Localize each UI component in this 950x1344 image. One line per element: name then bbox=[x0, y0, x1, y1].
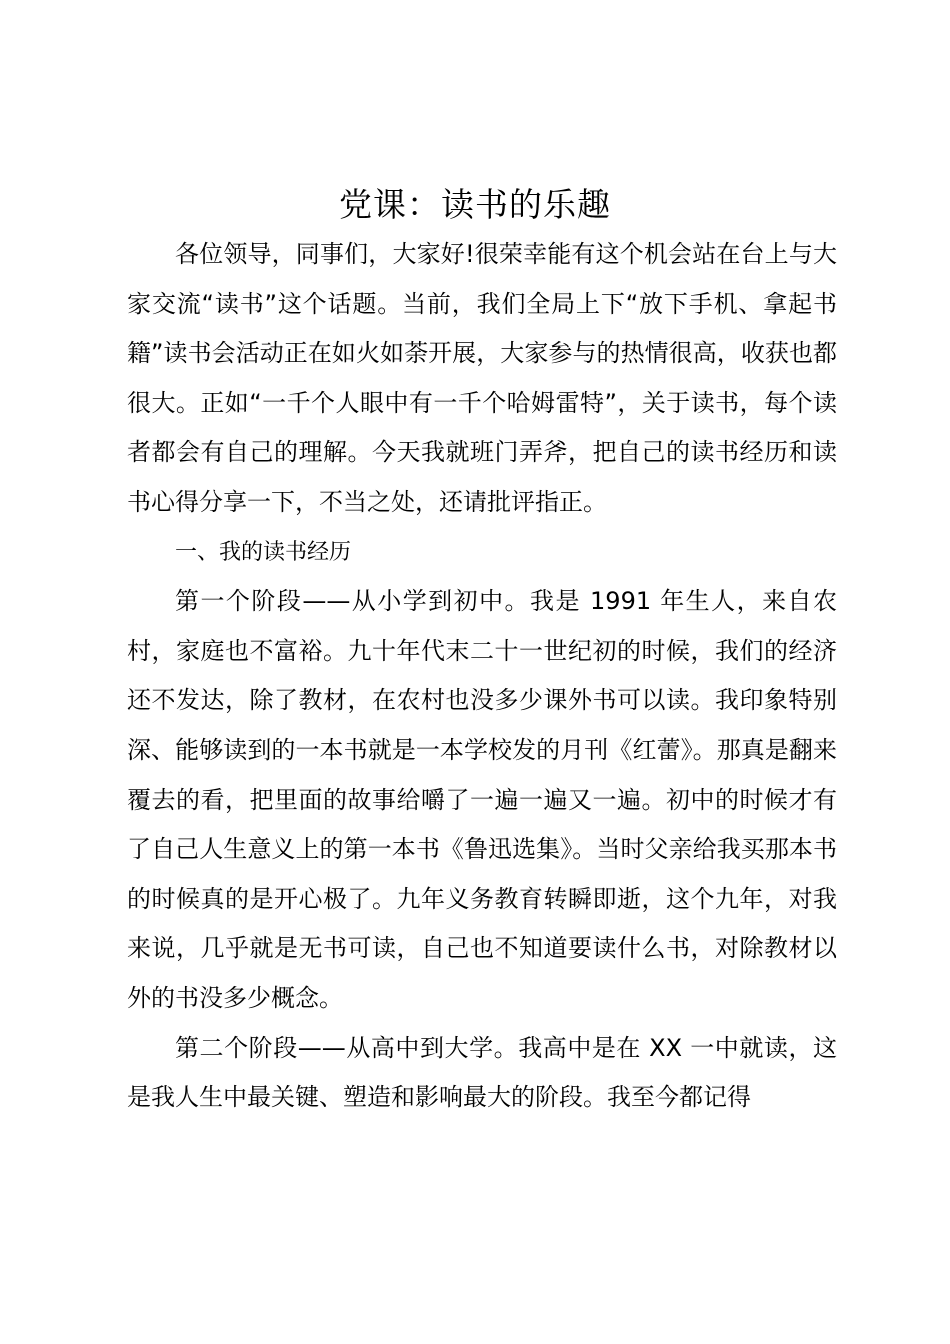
stage-one-paragraph: 第一个阶段——从小学到初中。我是 1991 年生人，来自农村，家庭也不富裕。九十年代末二十一世纪初的时候，我们的经济还不发达，除了教材，在农村也没多少课外书可以读。我印象特别深、能够读到的一本书就是一本学校发的月刊《红蕾》。那真是翻来覆去的看，把里面的故事给嚼了一遍一遍又一遍。初中的时候才有了自己人生意义上的第一本书《鲁迅选集》。当时父亲给我买那本书的时候真的是开心极了。九年义务教育转瞬即逝，这个九年，对我来说，几乎就是无书可读，自己也不知道要读什么书，对除教材以外的书没多少概念。 bbox=[127, 587, 837, 1012]
intro-paragraph: 各位领导，同事们，大家好!很荣幸能有这个机会站在台上与大家交流“读书”这个话题。当前，我们全局上下“放下手机、拿起书籍”读书会活动正在如火如荼开展，大家参与的热情很高，收获也都很大。正如“一千个人眼中有一千个哈姆雷特”，关于读书，每个读者都会有自己的理解。今天我就班门弄斧，把自己的读书经历和读书心得分享一下，不当之处，还请批评指正。 bbox=[127, 240, 837, 516]
section-heading: 一、我的读书经历 bbox=[175, 539, 352, 565]
document-title: 党课：读书的乐趣 bbox=[339, 185, 611, 224]
stage-two-paragraph: 第二个阶段——从高中到大学。我高中是在 XX 一中就读，这是我人生中最关键、塑造和影响最大的阶段。我至今都记得 bbox=[127, 1033, 837, 1112]
document-body bbox=[127, 230, 837, 1123]
